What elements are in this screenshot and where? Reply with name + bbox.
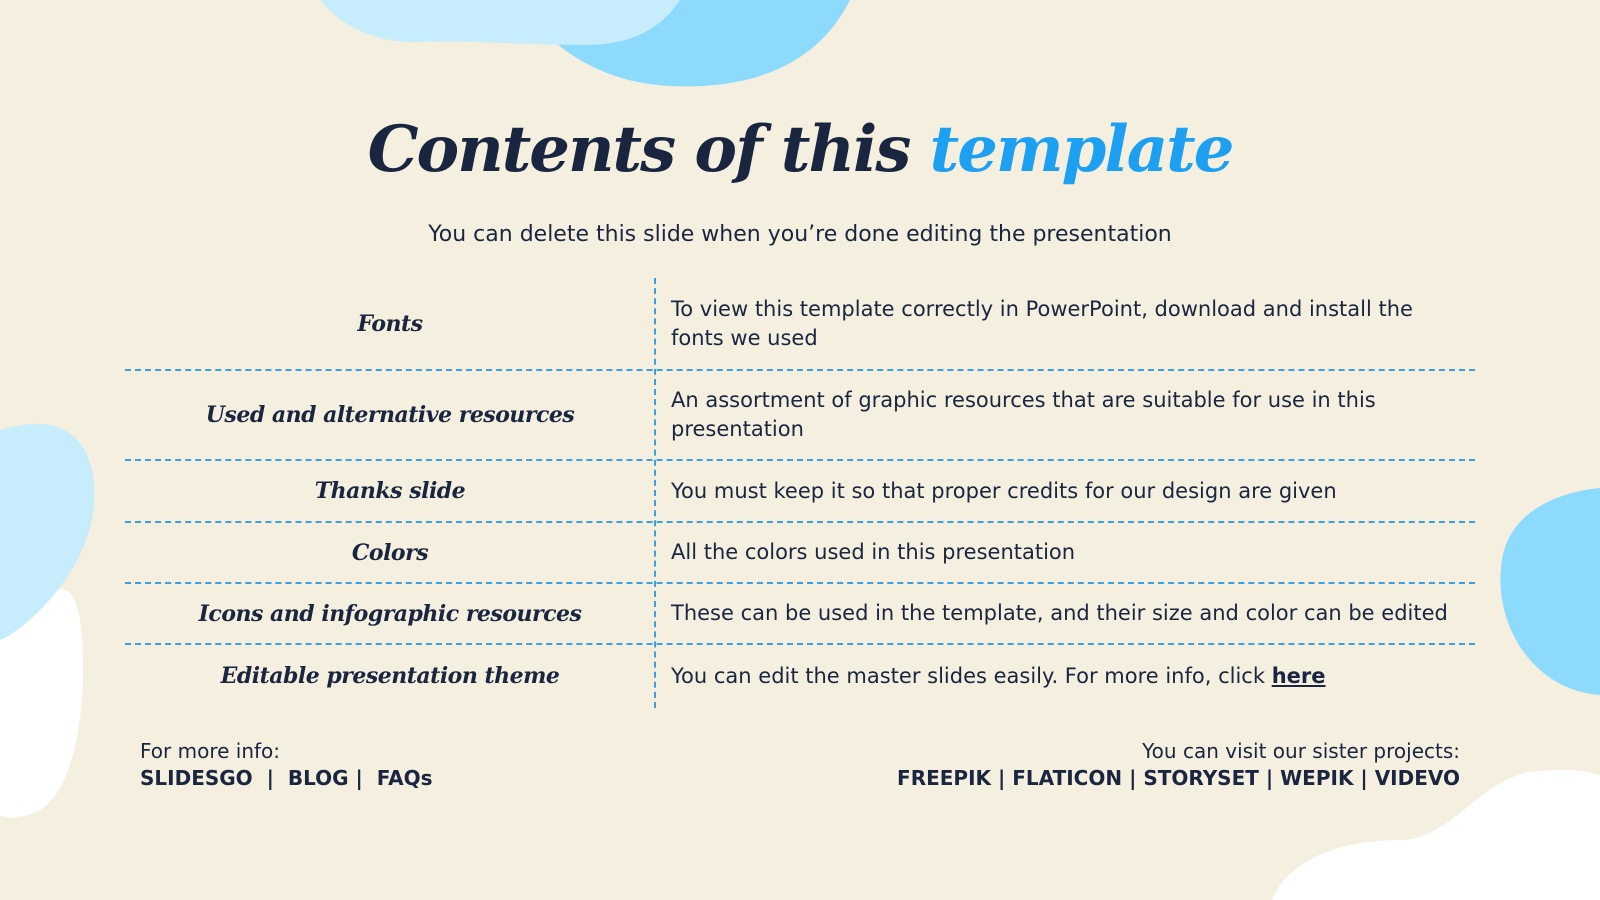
row-description-text: You can edit the master slides easily. For more info, click (671, 663, 1272, 688)
freepik-link[interactable]: FREEPIK (897, 766, 992, 790)
subtitle: You can delete this slide when you’re done editing the presentation (428, 222, 1172, 247)
row-label: Editable presentation theme (220, 663, 560, 689)
contents-table (125, 278, 1475, 707)
row-label: Fonts (357, 310, 423, 337)
top-blob-light (320, 0, 680, 45)
wepik-link[interactable]: WEPIK (1280, 766, 1354, 790)
row-description: An assortment of graphic resources that are suitable for use in this presentation (671, 388, 1376, 441)
footer-right-heading: You can visit our sister projects: (1142, 739, 1460, 763)
footer-more-info (140, 738, 433, 792)
title-main: Contents of this (367, 112, 910, 187)
row-description (655, 662, 1471, 691)
row-description: You must keep it so that proper credits for our design are given (671, 478, 1337, 503)
flaticon-link[interactable]: FLATICON (1012, 766, 1123, 790)
slidesgo-link[interactable]: SLIDESGO (140, 766, 253, 790)
here-link[interactable]: here (1271, 663, 1326, 688)
blog-link[interactable]: BLOG (287, 766, 349, 790)
row-label: Icons and infographic resources (198, 600, 582, 627)
row-label: Colors (351, 539, 429, 566)
footer-left-links: SLIDESGO | BLOG | FAQs (140, 766, 433, 790)
table-row (125, 278, 1475, 371)
column-divider (654, 278, 656, 708)
faqs-link[interactable]: FAQs (376, 766, 433, 790)
footer-sister-projects (897, 738, 1460, 792)
right-blob-mid (1500, 488, 1600, 695)
title-accent: template (929, 112, 1233, 187)
table-row (125, 584, 1475, 645)
videvo-link[interactable]: VIDEVO (1374, 766, 1460, 790)
table-row (125, 461, 1475, 523)
row-label: Used and alternative resources (205, 402, 575, 428)
row-label: Thanks slide (314, 478, 466, 504)
footer-right-links: FREEPIK | FLATICON | STORYSET | WEPIK | VIDEVO (897, 766, 1460, 790)
table-row (125, 371, 1475, 461)
storyset-link[interactable]: STORYSET (1143, 766, 1259, 790)
table-row (125, 523, 1475, 584)
row-description: To view this template correctly in PowerPoint, download and install the fonts we used (671, 296, 1413, 350)
row-description: These can be used in the template, and their size and color can be edited (671, 601, 1448, 625)
table-row (125, 645, 1475, 707)
page-title (0, 110, 1600, 190)
row-description: All the colors used in this presentation (671, 540, 1076, 564)
footer-left-heading: For more info: (140, 739, 281, 763)
